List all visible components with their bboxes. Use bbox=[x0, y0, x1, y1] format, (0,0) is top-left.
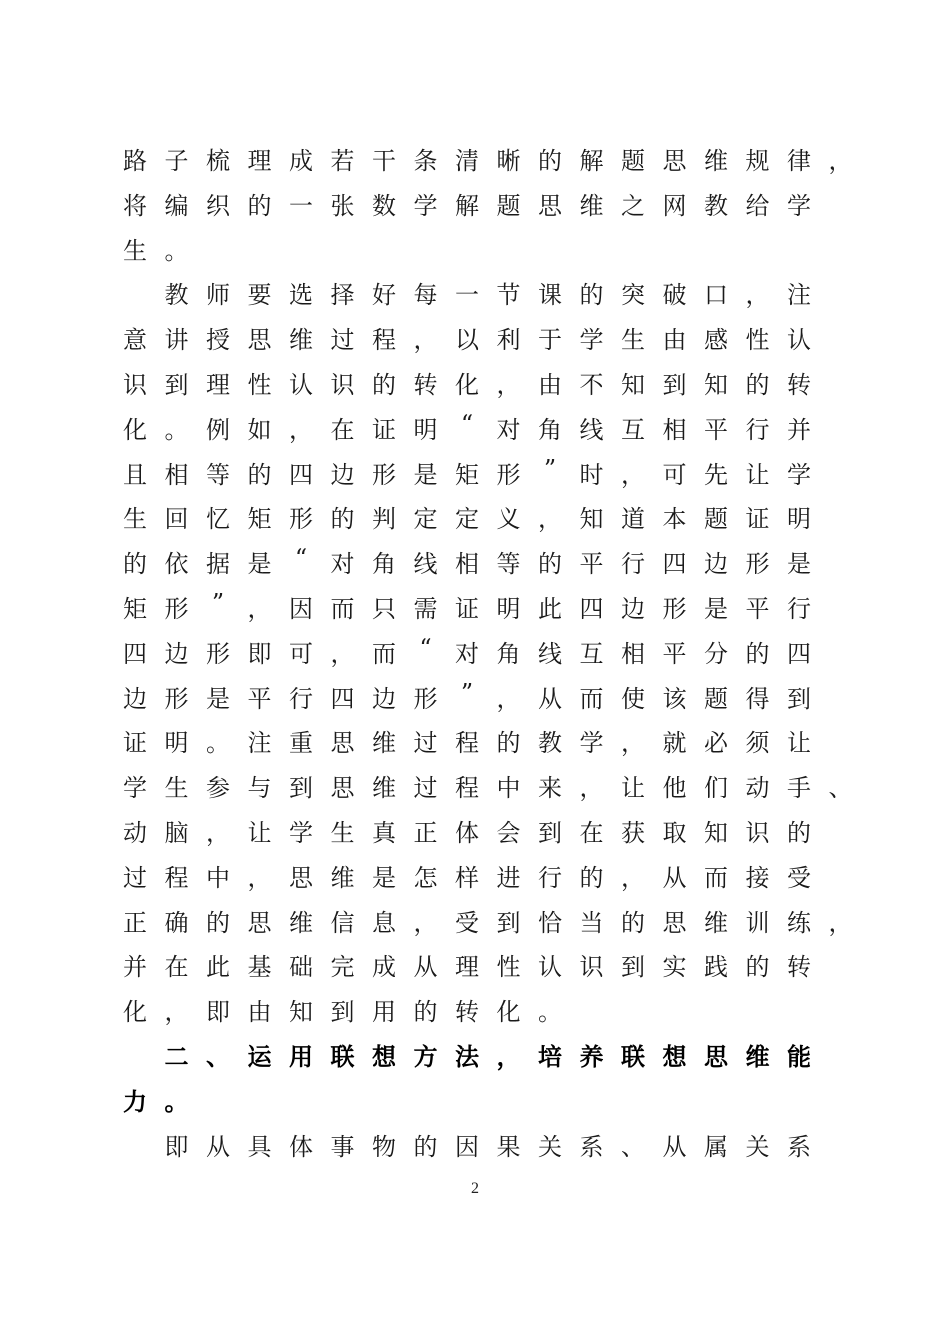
paragraph-line: 证 明 。 注 重 思 维 过 程 的 教 学 ， 就 必 须 让 bbox=[123, 729, 811, 758]
section-heading-line: 二 、 运 用 联 想 方 法 ， 培 养 联 想 思 维 能 bbox=[164, 1043, 811, 1071]
paragraph-line: 教 师 要 选 择 好 每 一 节 课 的 突 破 口 ， 注 bbox=[164, 281, 811, 310]
paragraph-line: 将 编 织 的 一 张 数 学 解 题 思 维 之 网 教 给 学 bbox=[123, 191, 811, 220]
paragraph-line: 生 。 bbox=[123, 236, 189, 265]
paragraph-line: 过 程 中 ， 思 维 是 怎 样 进 行 的 ， 从 而 接 受 bbox=[123, 863, 811, 892]
paragraph-line: 识 到 理 性 认 识 的 转 化 ， 由 不 知 到 知 的 转 bbox=[123, 371, 811, 399]
paragraph-line: 并 在 此 基 础 完 成 从 理 性 认 识 到 实 践 的 转 bbox=[123, 953, 811, 982]
paragraph-line: 学 生 参 与 到 思 维 过 程 中 来 ， 让 他 们 动 手 、 bbox=[123, 774, 853, 803]
paragraph-line: 且 相 等 的 四 边 形 是 矩 形 ” 时 ， 可 先 让 学 bbox=[123, 454, 811, 489]
paragraph-line: 即 从 具 体 事 物 的 因 果 关 系 、 从 属 关 系 bbox=[164, 1132, 811, 1161]
paragraph-line: 意 讲 授 思 维 过 程 ， 以 利 于 学 生 由 感 性 认 bbox=[123, 326, 811, 355]
paragraph-line: 动 脑 ， 让 学 生 真 正 体 会 到 在 获 取 知 识 的 bbox=[123, 819, 811, 847]
section-heading-line: 力 。 bbox=[123, 1087, 189, 1116]
paragraph-line: 矩 形 ” ， 因 而 只 需 证 明 此 四 边 形 是 平 行 bbox=[123, 589, 811, 623]
paragraph-line: 四 边 形 即 可 ， 而 “ 对 角 线 互 相 平 分 的 四 bbox=[123, 633, 811, 668]
paragraph-line: 边 形 是 平 行 四 边 形 ” ， 从 而 使 该 题 得 到 bbox=[123, 678, 811, 713]
paragraph-line: 的 依 据 是 “ 对 角 线 相 等 的 平 行 四 边 形 是 bbox=[123, 544, 811, 579]
paragraph-line: 路 子 梳 理 成 若 干 条 清 晰 的 解 题 思 维 规 律 ， bbox=[123, 147, 853, 175]
paragraph-line: 化 。 例 如 ， 在 证 明 “ 对 角 线 互 相 平 行 并 bbox=[123, 409, 811, 444]
paragraph-line: 化 ， 即 由 知 到 用 的 转 化 。 bbox=[123, 998, 562, 1027]
paragraph-line: 生 回 忆 矩 形 的 判 定 定 义 ， 知 道 本 题 证 明 bbox=[123, 505, 811, 534]
page-number: 2 bbox=[471, 1180, 479, 1197]
paragraph-line: 正 确 的 思 维 信 息 ， 受 到 恰 当 的 思 维 训 练 ， bbox=[123, 908, 853, 937]
